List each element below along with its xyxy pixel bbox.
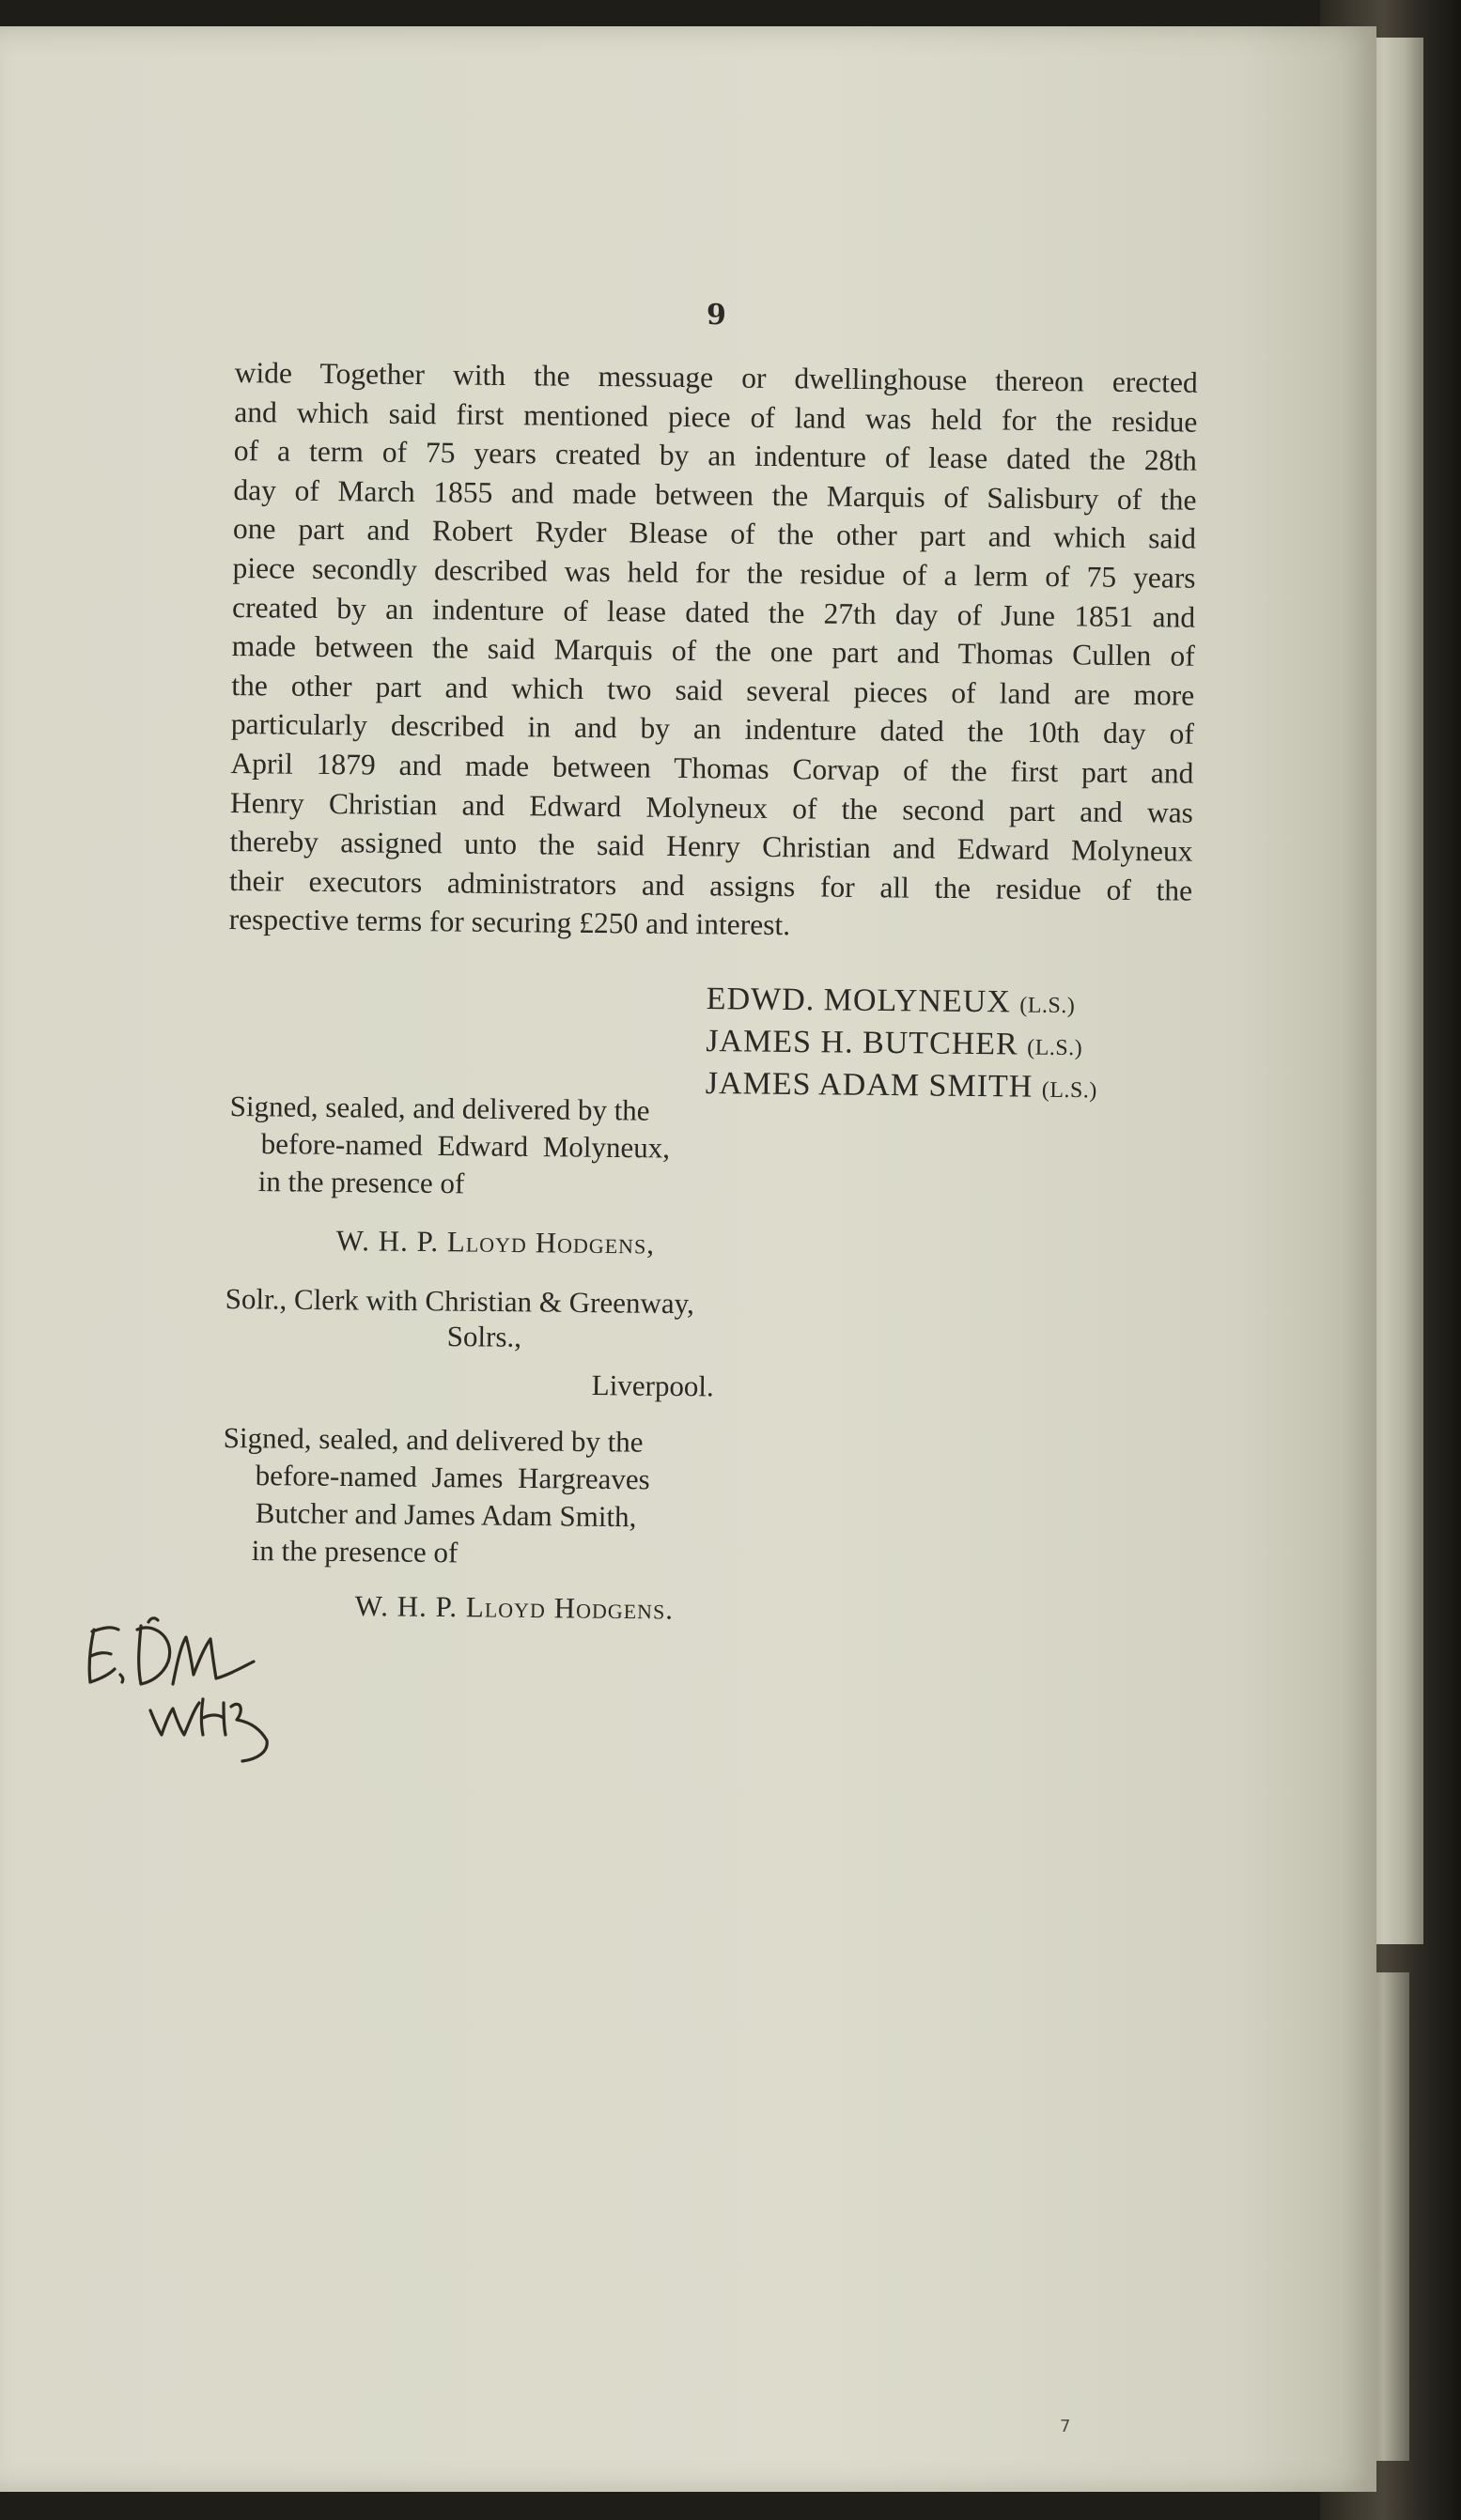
- body-line: thereby assigned unto the said Henry Christian and Edward Molyneux: [229, 825, 1193, 868]
- body-line: the other part and which two said several pieces of land are more: [231, 668, 1195, 712]
- handwritten-initials: [83, 1609, 308, 1778]
- document-page: [0, 26, 1376, 2492]
- page-number: 9: [707, 299, 726, 332]
- attestation-2-line3: Butcher and James Adam Smith,: [255, 1495, 637, 1534]
- body-line: April 1879 and made between Thomas Corvap of the first part and: [230, 746, 1194, 790]
- body-line: one part and Robert Ryder Blease of the other part and which said: [232, 512, 1197, 556]
- body-line: of a term of 75 years created by an indenture of lease dated the 28th: [233, 434, 1198, 477]
- seal-mark: (L.S.): [1019, 993, 1076, 1019]
- attestation-1-line1: Signed, sealed, and delivered by the: [229, 1089, 650, 1127]
- attestation-1-role: Solr., Clerk with Christian & Greenway,: [225, 1281, 695, 1321]
- attestation-2-witness: W. H. P. Lloyd Hodgens.: [354, 1588, 675, 1626]
- signatory-row: [706, 1022, 1097, 1068]
- seal-mark: (L.S.): [1041, 1077, 1097, 1104]
- body-line: particularly described in and by an indenture dated the 10th day of: [230, 707, 1194, 751]
- attestation-2-line2: before-named James Hargreaves: [255, 1458, 650, 1496]
- attestation-1-witness: W. H. P. Lloyd Hodgens,: [335, 1223, 656, 1260]
- attestation-1-place: Liverpool.: [591, 1368, 714, 1403]
- body-line: created by an indenture of lease dated the 27th day of June 1851 and: [231, 590, 1196, 634]
- attestation-1-line2: before-named Edward Molyneux,: [260, 1126, 671, 1165]
- seal-mark: (L.S.): [1027, 1035, 1083, 1061]
- body-line: Henry Christian and Edward Molyneux of the second part and was: [229, 785, 1194, 829]
- body-line: and which said first mentioned piece of land was held for the residue: [234, 394, 1198, 439]
- attestation-1-line3: in the presence of: [257, 1164, 465, 1200]
- attestation-2-line4: in the presence of: [251, 1533, 459, 1569]
- signatory-name: EDWD. MOLYNEUX: [706, 981, 1012, 1020]
- corner-mark: 7: [1060, 2417, 1071, 2436]
- attestation-2-line1: Signed, sealed, and delivered by the: [223, 1420, 644, 1459]
- attestation-1-firm: Solrs.,: [446, 1319, 522, 1353]
- body-line: day of March 1855 and made between the Marquis of Salisbury of the: [233, 472, 1197, 517]
- body-line: wide Together with the messuage or dwellinghouse thereon erected: [234, 355, 1198, 399]
- deed-body-text: [228, 353, 1197, 950]
- body-line: respective terms for securing £250 and interest.: [228, 903, 791, 942]
- body-line: made between the said Marquis of the one part and Thomas Cullen of: [231, 629, 1195, 673]
- signatory-name: JAMES H. BUTCHER: [706, 1023, 1018, 1062]
- signatories-block: [706, 980, 1098, 1110]
- signatory-row: [706, 1064, 1097, 1110]
- body-line: piece secondly described was held for the residue of a lerm of 75 years: [232, 550, 1196, 595]
- signatory-row: [707, 980, 1098, 1026]
- body-line: their executors administrators and assigns for all the residue of the: [228, 863, 1193, 907]
- signatory-name: JAMES ADAM SMITH: [705, 1065, 1034, 1105]
